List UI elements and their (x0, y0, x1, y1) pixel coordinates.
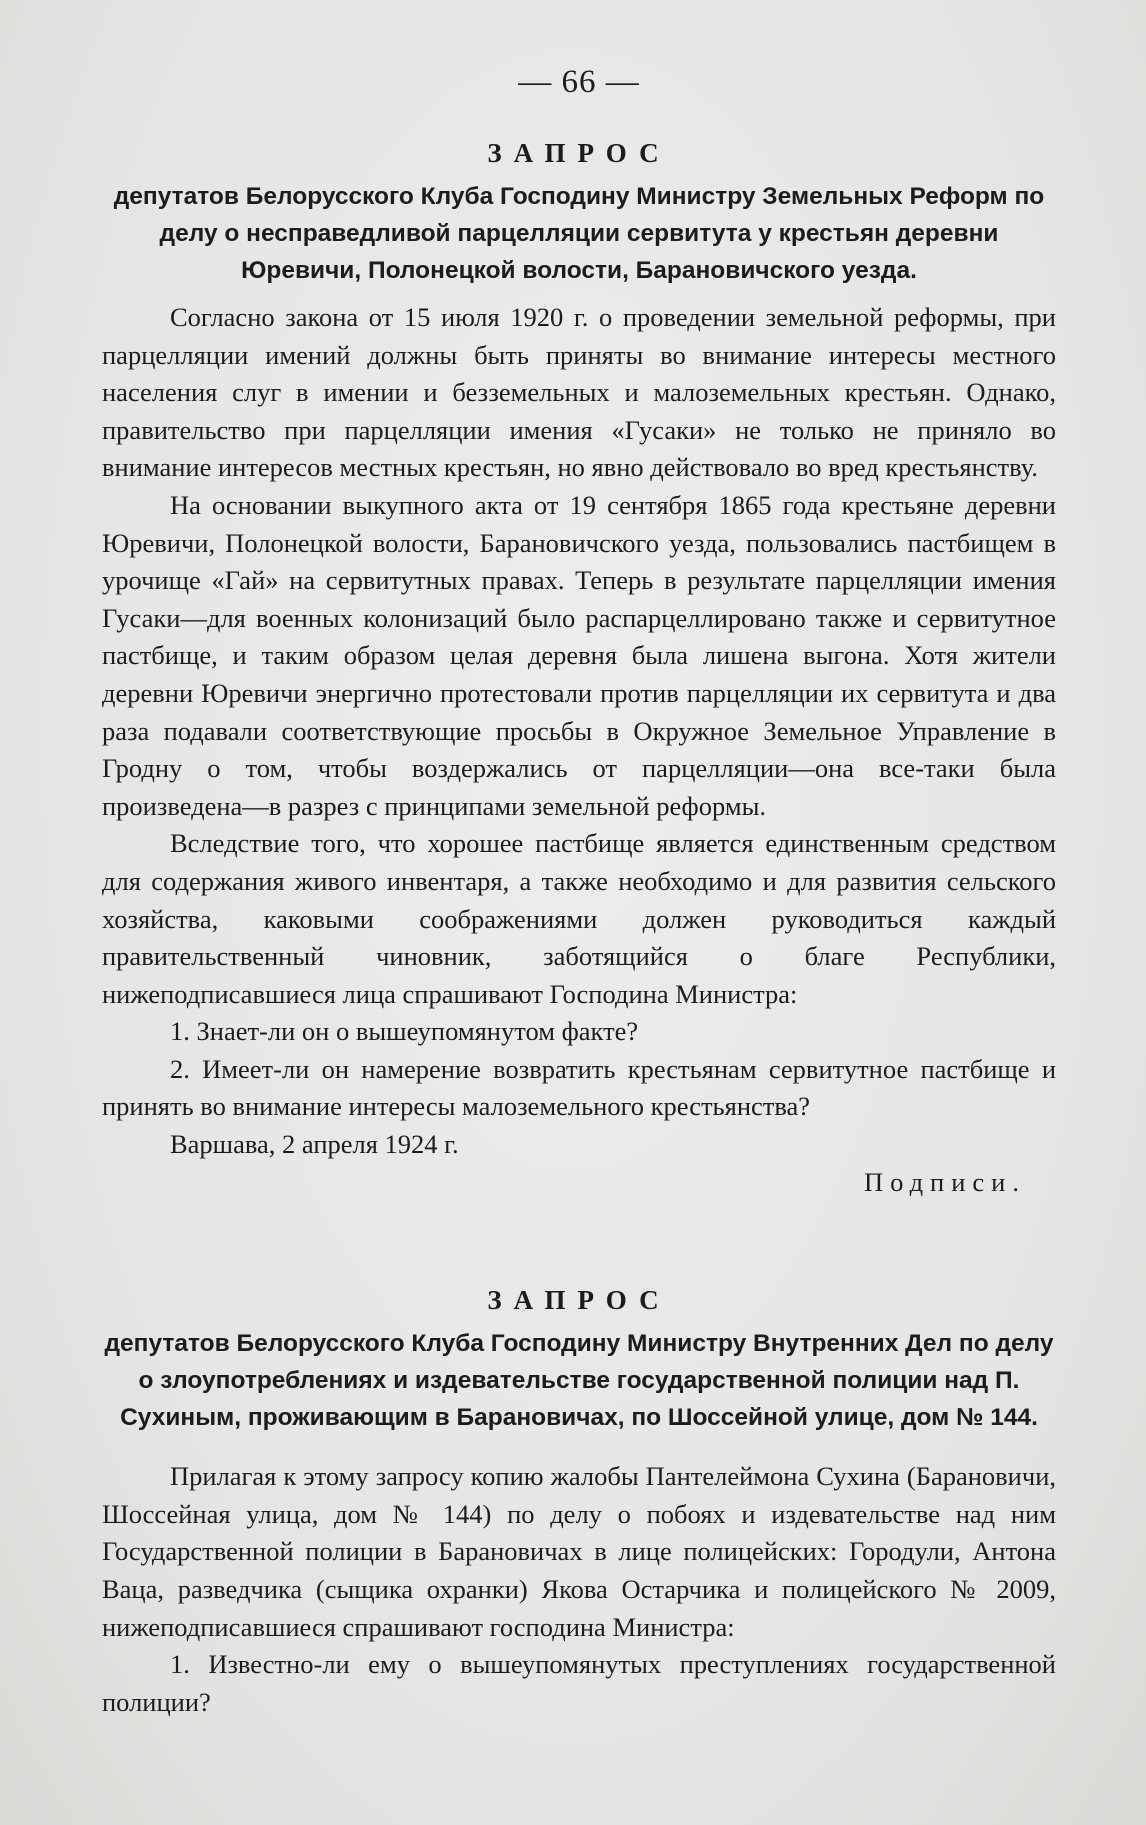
question-item: 2. Имеет-ли он намерение возвратить крестьянам сервитутное пастбище и принять во внимание интересы малоземельного крестьянства? (102, 1053, 1056, 1122)
signatures: Подписи. (863, 1166, 1026, 1197)
paragraph: На основании выкупного акта от 19 сентября 1865 года крестьяне деревни Юревичи, Полонецкой волости, Барановичского уезда, пользовались пастбищем в урочище «Гай» на сервитутных правах. Теперь в результате парцелляции имения Гусаки—для военных колонизаций было распарцеллировано также и сервитутное пастбище, и таким образом целая деревня была лишена выгона. Хотя жители деревни Юревичи энергично протестовали против парцелляции их сервитута и два раза подавали соответствующие просьбы в Окружное Земельное Управление в Гродну о том, чтобы воздержались от парцелляции—она все-таки была произведена—в разрез с принципами земельной реформы. (102, 489, 1056, 821)
paragraph: Вследствие того, что хорошее пастбище является единственным средством для содержания живого инвентаря, а также необходимо и для развития сельского хозяйства, каковыми соображениями должен руководиться каждый правительственный чиновник, заботящийся о благе Республики, нижеподписавшиеся лица спрашивают Господина Министра: (102, 828, 1056, 1009)
paragraph: Согласно закона от 15 июля 1920 г. о проведении земельной реформы, при парцелляции имений должны быть приняты во внимание интересы местного населения слуг в имении и безземельных и малоземельных крестьян. Однако, правительство при парцелляции имения «Гусаки» не только не приняло во внимание интересов местных крестьян, но явно действовало во вред крестьянству. (102, 302, 1056, 483)
inquiry-title: ЗАПРОС (487, 1285, 671, 1316)
inquiry-section-2 (102, 1283, 1056, 1721)
section-divider (102, 1201, 1056, 1283)
inquiry-section-1 (102, 136, 1056, 1201)
inquiry-title: ЗАПРОС (487, 138, 671, 168)
page-number: — 66 — (518, 64, 640, 100)
inquiry-heading: депутатов Белорусского Клуба Господину Министру Земельных Реформ по делу о несправедливой парцелляции сервитута у крестьян деревни Юревичи, Полонецкой волости, Барановичского уезда. (113, 183, 1045, 284)
paragraph: Прилагая к этому запросу копию жалобы Пантелеймона Сухина (Барановичи, Шоссейная улица, дом № 144) по делу о побоях и издевательстве над ним Государственной полиции в Барановичах в лице полицейских: Городули, Антона Ваца, разведчика (сыщика охранки) Якова Остарчика и полицейского № 2009, нижеподписавшиеся спрашивают господина Министра: (102, 1461, 1056, 1642)
question-item: 1. Известно-ли ему о вышеупомянутых преступлениях государственной полиции? (102, 1649, 1056, 1717)
question-item: 1. Знает-ли он о вышеупомянутом факте? (170, 1016, 639, 1047)
place-date: Варшава, 2 апреля 1924 г. (170, 1129, 459, 1160)
inquiry-heading: депутатов Белорусского Клуба Господину Министру Внутренних Дел по делу о злоупотреблениях и издевательстве государственной полиции над П. Сухиным, проживающим в Барановичах, по Шоссейной улице, дом № 144. (104, 1330, 1054, 1432)
